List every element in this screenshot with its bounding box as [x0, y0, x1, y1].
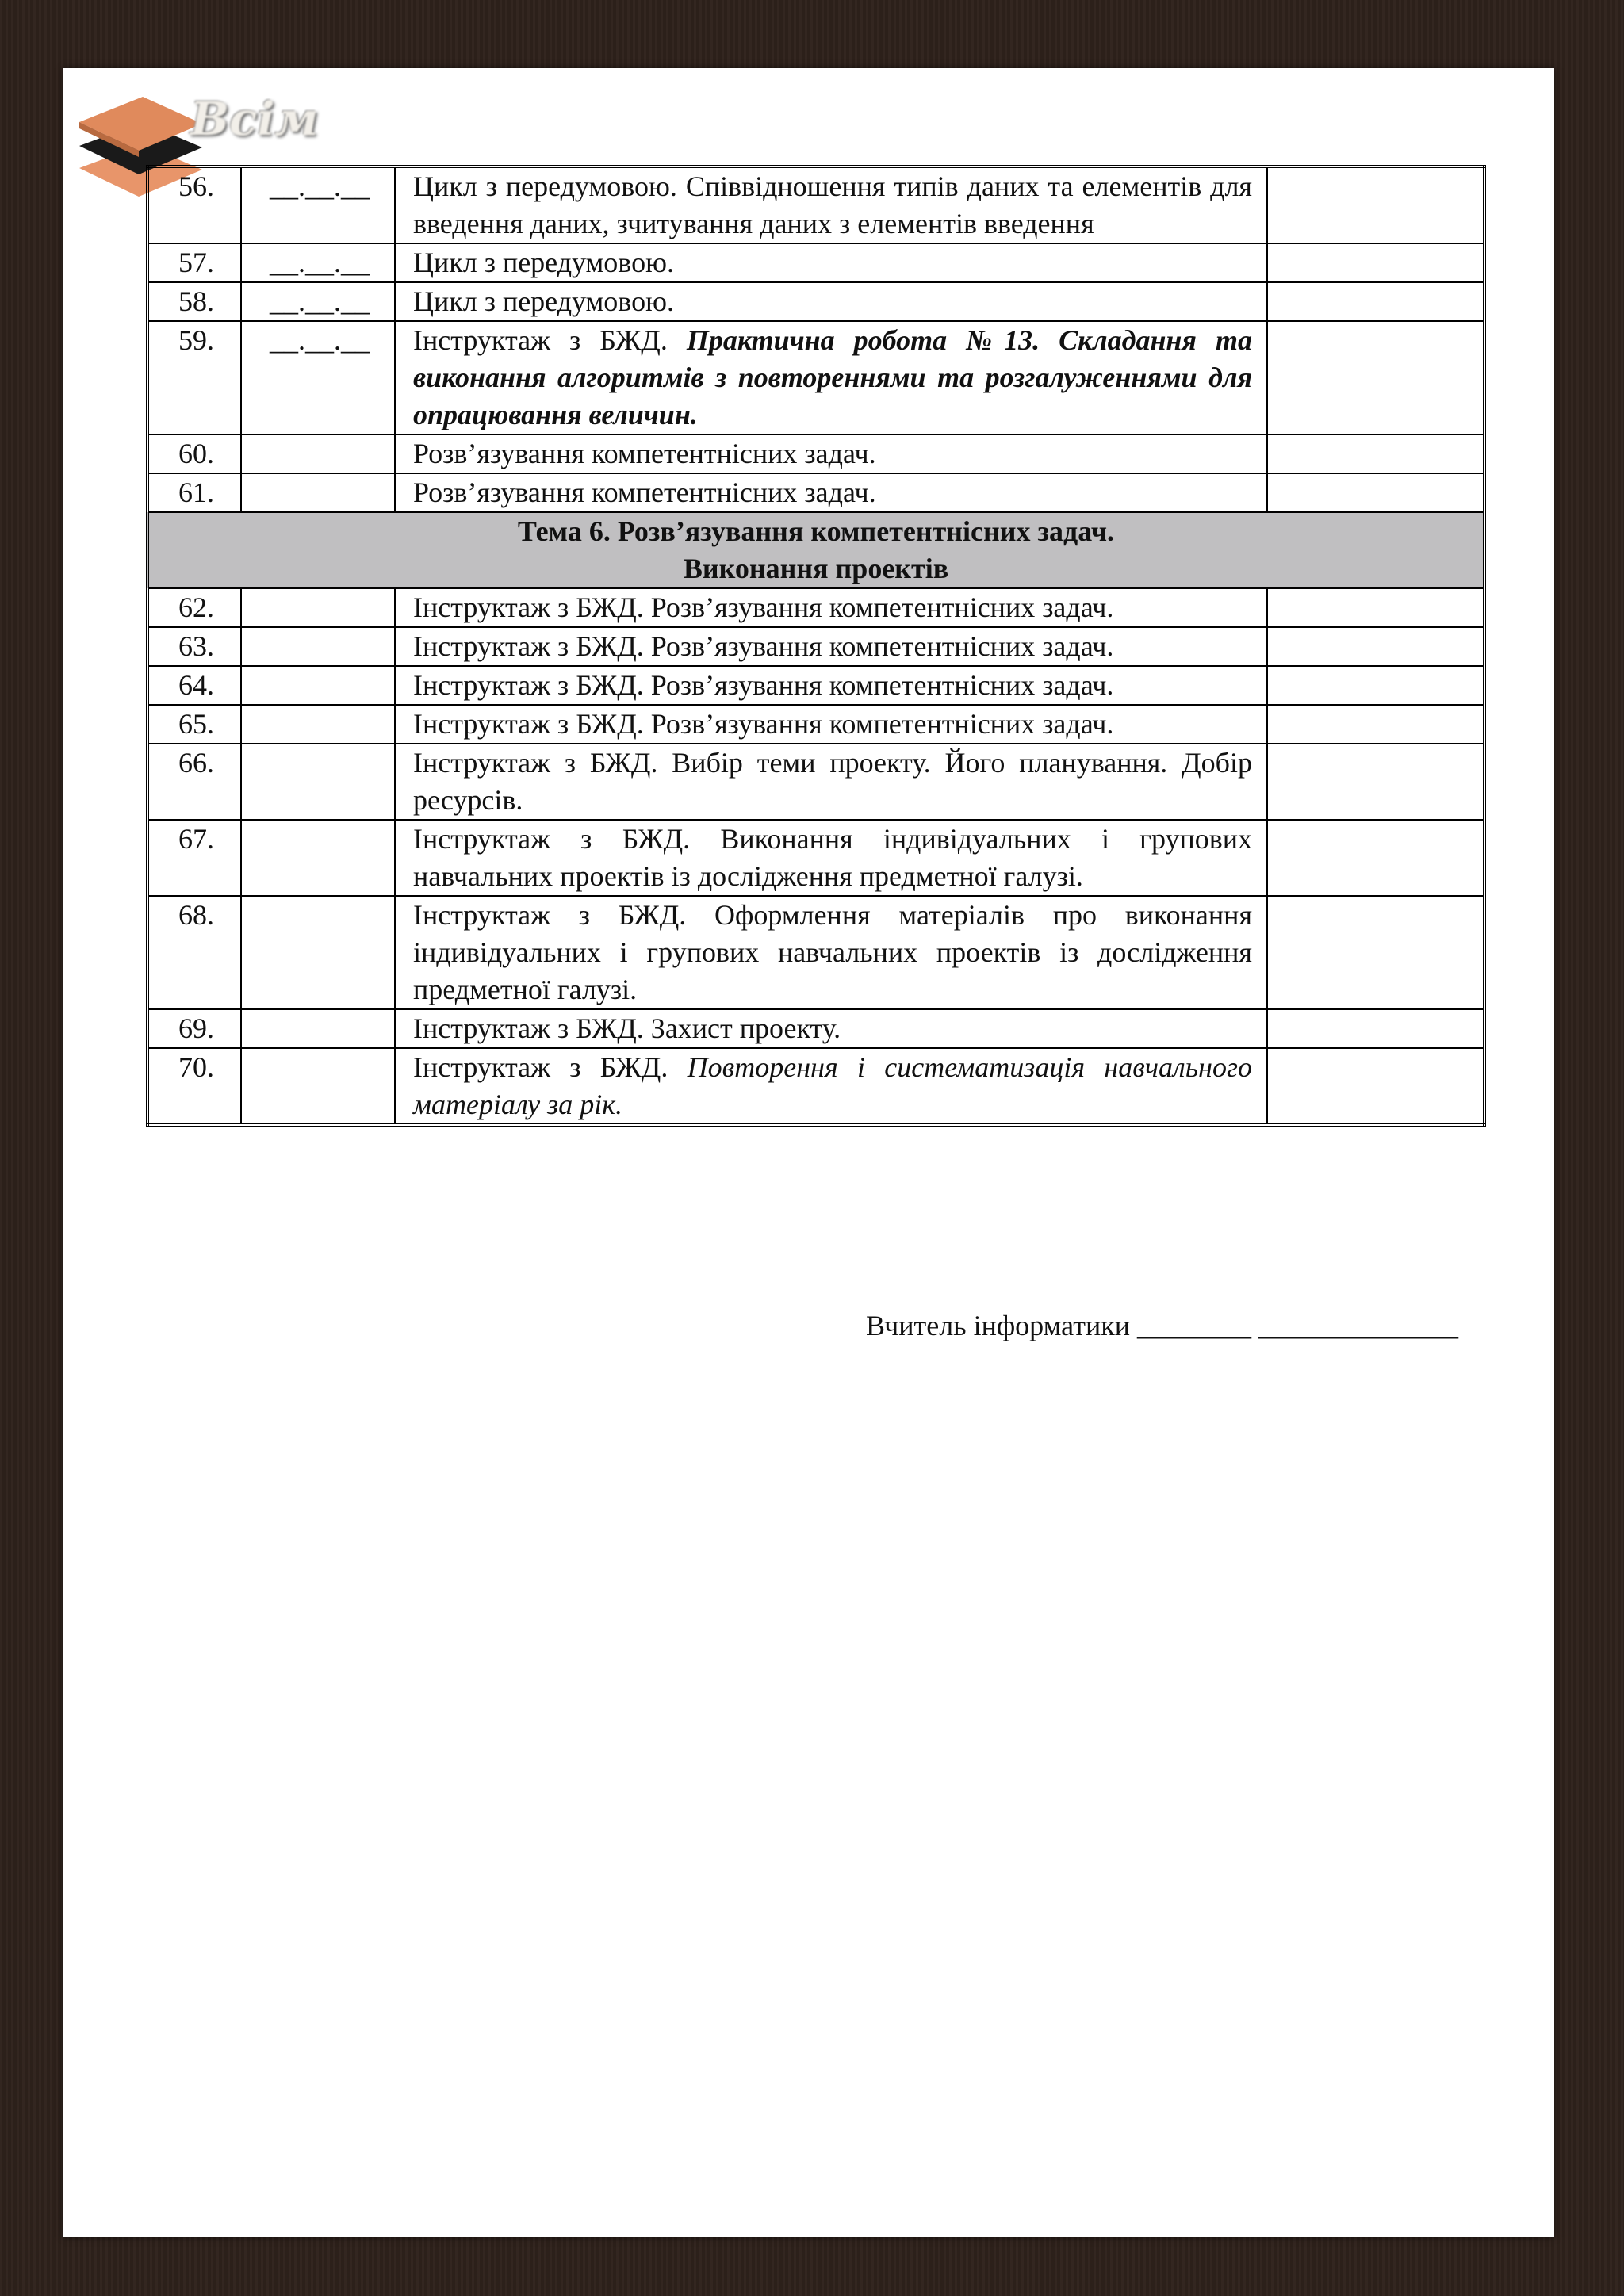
notes-cell	[1267, 627, 1484, 666]
table-row	[147, 705, 1484, 744]
lesson-number: 62.	[147, 588, 241, 627]
lesson-topic: Інструктаж з БЖД. Розв’язування компетентнісних задач.	[395, 705, 1267, 744]
table-row	[147, 166, 1484, 243]
notes-cell	[1267, 744, 1484, 820]
lesson-number: 66.	[147, 744, 241, 820]
section-title-line-1: Тема 6. Розв’язування компетентнісних задач.	[517, 515, 1115, 547]
lesson-number: 60.	[147, 434, 241, 473]
lesson-topic: Розв’язування компетентнісних задач.	[395, 473, 1267, 512]
practical-work-title: Практична робота №13. Складання та виконання алгоритмів з повтореннями та розгалуженнями для опрацювання величин.	[413, 324, 1253, 430]
lesson-date: __.__.__	[241, 166, 395, 243]
lesson-date: __.__.__	[241, 243, 395, 282]
table-row	[147, 1009, 1484, 1048]
lesson-topic: Цикл з передумовою.	[395, 243, 1267, 282]
table-row	[147, 321, 1484, 434]
lesson-plan-table	[146, 165, 1486, 1127]
lesson-number: 64.	[147, 666, 241, 705]
lesson-number: 57.	[147, 243, 241, 282]
logo-text: Всім	[190, 92, 319, 146]
lesson-topic: Інструктаж з БЖД. Захист проекту.	[395, 1009, 1267, 1048]
topic-plain-text: Інструктаж з БЖД.	[413, 1051, 688, 1083]
table-row	[147, 473, 1484, 512]
lesson-number: 70.	[147, 1048, 241, 1125]
notes-cell	[1267, 473, 1484, 512]
table-row	[147, 243, 1484, 282]
lesson-date	[241, 627, 395, 666]
lesson-topic: Інструктаж з БЖД. Виконання індивідуальних і групових навчальних проектів із дослідження предметної галузі.	[395, 820, 1267, 896]
lesson-date	[241, 820, 395, 896]
notes-cell	[1267, 282, 1484, 321]
teacher-signature-line: Вчитель інформатики ________ ______________	[866, 1310, 1458, 1341]
lesson-topic	[395, 321, 1267, 434]
lesson-number: 65.	[147, 705, 241, 744]
table-row	[147, 434, 1484, 473]
section-header-row	[147, 512, 1484, 588]
document-page	[63, 68, 1554, 2237]
notes-cell	[1267, 321, 1484, 434]
notes-cell	[1267, 243, 1484, 282]
notes-cell	[1267, 820, 1484, 896]
table-row	[147, 896, 1484, 1009]
section-title-line-2: Виконання проектів	[683, 553, 949, 584]
notes-cell	[1267, 1009, 1484, 1048]
section-title	[147, 512, 1484, 588]
table-row	[147, 820, 1484, 896]
lesson-date	[241, 1009, 395, 1048]
topic-italic-text: Повторення і систематизація навчального матеріалу за рік.	[413, 1051, 1252, 1120]
table-row	[147, 1048, 1484, 1125]
lesson-date	[241, 473, 395, 512]
lesson-topic: Інструктаж з БЖД. Розв’язування компетентнісних задач.	[395, 588, 1267, 627]
lesson-topic: Інструктаж з БЖД. Розв’язування компетентнісних задач.	[395, 666, 1267, 705]
notes-cell	[1267, 588, 1484, 627]
lesson-date	[241, 896, 395, 1009]
table-row	[147, 627, 1484, 666]
lesson-number: 58.	[147, 282, 241, 321]
lesson-topic: Цикл з передумовою.	[395, 282, 1267, 321]
lesson-date	[241, 1048, 395, 1125]
lesson-date: __.__.__	[241, 282, 395, 321]
lesson-number: 63.	[147, 627, 241, 666]
lesson-date: __.__.__	[241, 321, 395, 434]
lesson-number: 59.	[147, 321, 241, 434]
topic-plain-text: Інструктаж з БЖД.	[413, 324, 687, 356]
notes-cell	[1267, 666, 1484, 705]
lesson-date	[241, 588, 395, 627]
lesson-date	[241, 744, 395, 820]
lesson-topic: Інструктаж з БЖД. Вибір теми проекту. Його планування. Добір ресурсів.	[395, 744, 1267, 820]
lesson-date	[241, 434, 395, 473]
lesson-topic: Інструктаж з БЖД. Оформлення матеріалів про виконання індивідуальних і групових навчальних проектів із дослідження предметної галузі.	[395, 896, 1267, 1009]
table-row	[147, 282, 1484, 321]
notes-cell	[1267, 705, 1484, 744]
lesson-topic: Цикл з передумовою. Співвідношення типів даних та елементів для введення даних, зчитування даних з елементів введення	[395, 166, 1267, 243]
lesson-topic	[395, 1048, 1267, 1125]
table-row	[147, 588, 1484, 627]
notes-cell	[1267, 1048, 1484, 1125]
notes-cell	[1267, 434, 1484, 473]
lesson-number: 56.	[147, 166, 241, 243]
lesson-date	[241, 666, 395, 705]
lesson-number: 68.	[147, 896, 241, 1009]
table-row	[147, 666, 1484, 705]
lesson-date	[241, 705, 395, 744]
notes-cell	[1267, 166, 1484, 243]
lesson-number: 69.	[147, 1009, 241, 1048]
table-row	[147, 744, 1484, 820]
lesson-topic: Інструктаж з БЖД. Розв’язування компетентнісних задач.	[395, 627, 1267, 666]
notes-cell	[1267, 896, 1484, 1009]
lesson-topic: Розв’язування компетентнісних задач.	[395, 434, 1267, 473]
lesson-number: 61.	[147, 473, 241, 512]
lesson-number: 67.	[147, 820, 241, 896]
